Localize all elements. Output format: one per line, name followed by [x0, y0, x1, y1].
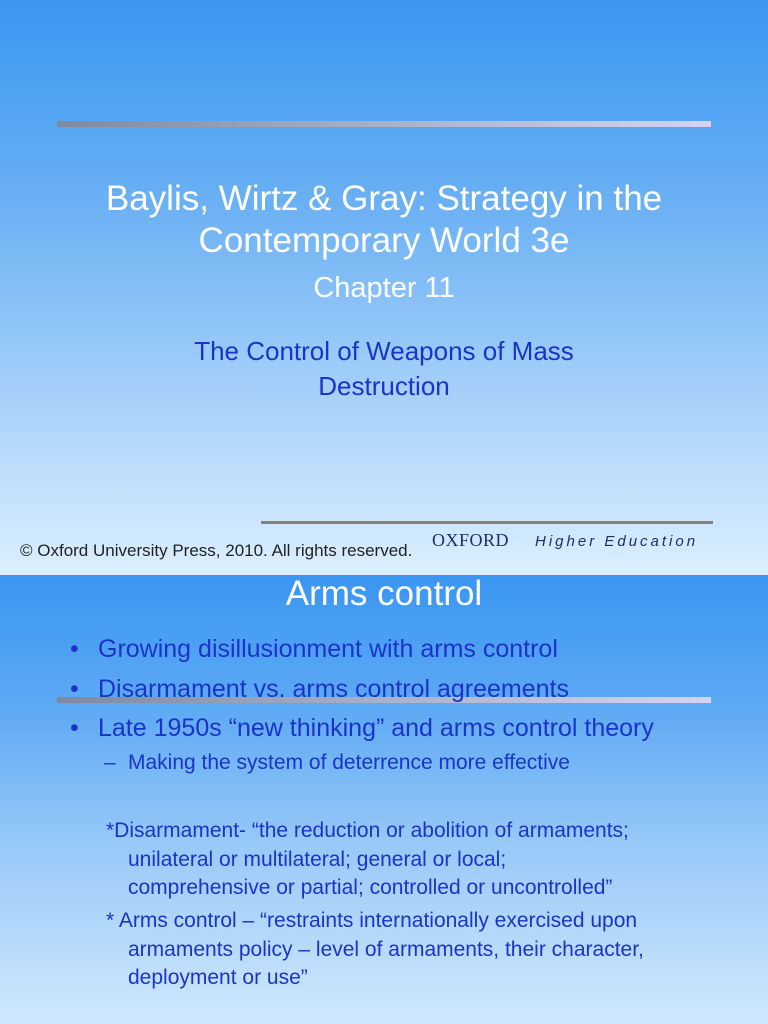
footer-divider — [261, 521, 713, 524]
bullet-icon: • — [70, 714, 79, 742]
publisher-logo: OXFORD — [432, 530, 510, 550]
definition-line: armaments policy – level of armaments, their character, — [128, 937, 644, 961]
sub-bullet-text: Making the system of deterrence more effective — [128, 751, 570, 774]
definition-arms-control — [106, 907, 644, 993]
slide-subtitle — [120, 334, 648, 404]
publisher-tagline: Higher Education — [535, 533, 699, 550]
slide-subtitle-line: The Control of Weapons of Mass — [194, 336, 574, 366]
definition-line: *Disarmament- “the reduction or abolition of armaments; — [106, 819, 629, 842]
sub-bullet-item — [104, 748, 570, 778]
bullet-icon: • — [70, 674, 79, 703]
definition-line: * Arms control – “restraints internationally exercised upon — [106, 909, 638, 932]
dash-icon: – — [104, 751, 116, 774]
decorative-rule — [57, 121, 711, 127]
slide-title-line: Contemporary World 3e — [198, 221, 570, 260]
chapter-label: Chapter 11 — [313, 272, 455, 304]
slide-title: Arms control — [285, 575, 483, 613]
definition-line: unilateral or multilateral; general or local; — [128, 847, 507, 871]
bullet-text: Disarmament vs. arms control agreements — [98, 674, 569, 703]
bullet-icon: • — [70, 635, 79, 663]
slide-title — [0, 178, 768, 262]
bullet-text: Growing disillusionment with arms control — [98, 635, 558, 663]
copyright-notice: © Oxford University Press, 2010. All rights reserved. — [20, 541, 413, 560]
slide-subtitle-line: Destruction — [318, 371, 450, 401]
definition-line: deployment or use” — [128, 966, 308, 989]
content-slide — [0, 575, 768, 1024]
bullet-list — [70, 630, 654, 749]
bullet-item — [70, 709, 654, 749]
bullet-item — [70, 670, 654, 710]
bullet-text: Late 1950s “new thinking” and arms control theory — [98, 714, 654, 742]
definition-line: comprehensive or partial; controlled or uncontrolled” — [128, 876, 613, 899]
bullet-item — [70, 630, 654, 670]
definition-disarmament — [106, 817, 629, 903]
slide-title-line: Baylis, Wirtz & Gray: Strategy in the — [105, 179, 663, 218]
